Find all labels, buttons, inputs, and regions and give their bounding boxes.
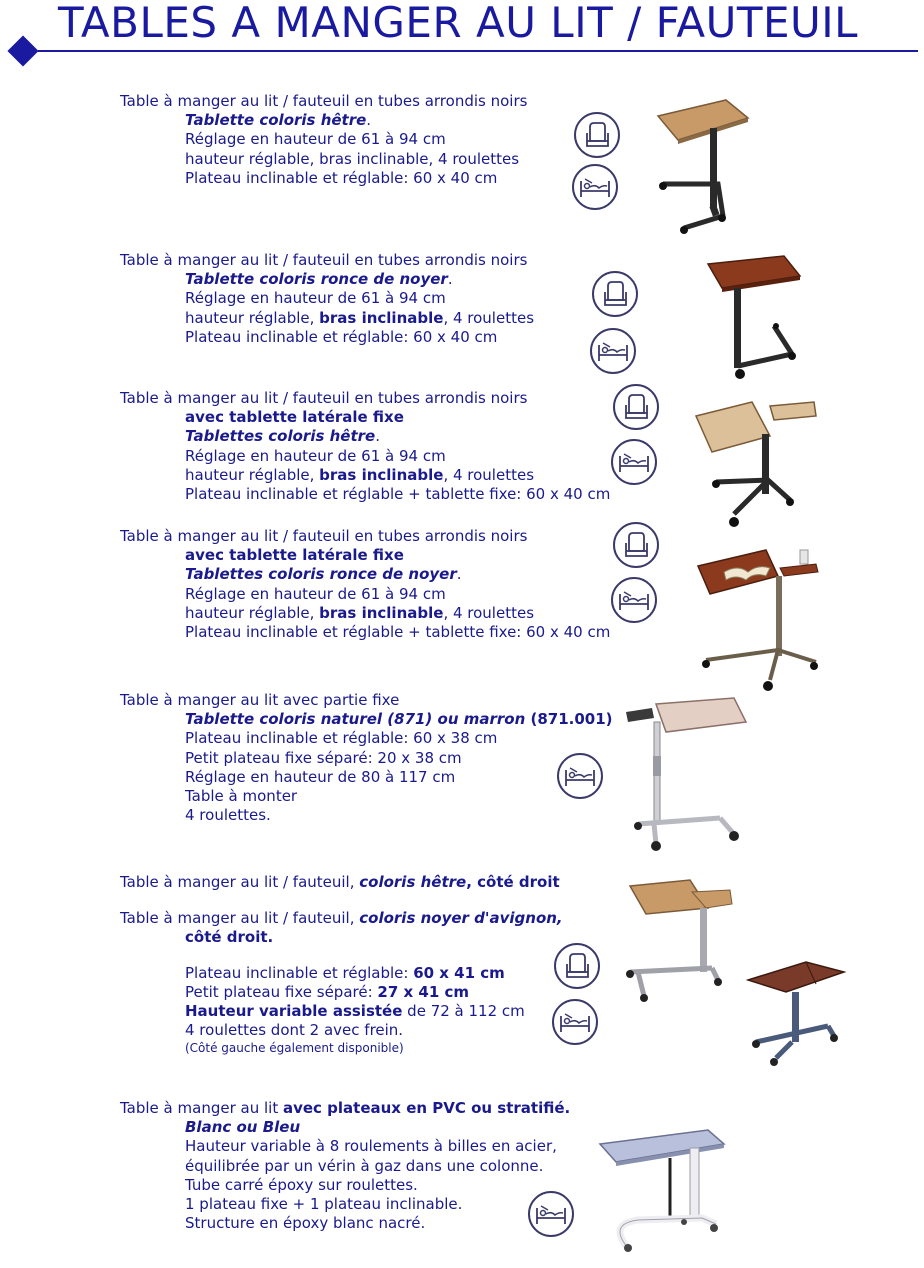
product-wheels: 4 roulettes dont 2 avec frein. [185,1021,404,1040]
product-finish: Tablettes coloris hêtre. [185,427,380,446]
product-5 [120,691,613,825]
product-features: hauteur réglable, bras inclinable, 4 roulettes [185,603,535,622]
product-title-walnut: Table à manger au lit / fauteuil, coloris noyer d'avignon, [120,909,563,928]
product-finish: Tablette coloris hêtre. [185,111,372,130]
armchair-icon [613,384,659,430]
bed-icon [590,328,636,374]
page-header [0,0,924,70]
armchair-icon [613,522,659,568]
product-height: Réglage en hauteur de 61 à 94 cm [185,584,446,603]
product-photo-4 [696,544,820,694]
product-finish: Blanc ou Bleu [185,1118,301,1137]
bed-icon [557,753,603,799]
product-title-beech: Table à manger au lit / fauteuil, coloris hêtre, côté droit [120,873,560,891]
product-tray: Plateau inclinable et réglable: 60 x 41 cm [185,963,505,982]
product-6 [120,873,563,1057]
product-tray: Plateau inclinable et réglable: 60 x 38 cm [185,729,498,748]
product-note: (Côté gauche également disponible) [185,1041,404,1056]
product-small-tray: Petit plateau fixe séparé: 27 x 41 cm [185,982,470,1001]
product-photo-2 [704,254,804,384]
bed-icon [611,439,657,485]
diamond-bullet-icon [7,35,38,66]
product-line-5: Structure en époxy blanc nacré. [185,1214,426,1233]
product-assembly: Table à monter [185,787,298,806]
product-height: Réglage en hauteur de 80 à 117 cm [185,767,456,786]
bed-icon [572,164,618,210]
product-side-tray: avec tablette latérale fixe [185,408,404,427]
product-features: hauteur réglable, bras inclinable, 4 roulettes [185,308,535,327]
product-line-4: 1 plateau fixe + 1 plateau inclinable. [185,1195,463,1214]
product-7 [120,1099,570,1233]
product-3 [120,389,610,504]
product-line-1: Hauteur variable à 8 roulements à billes en acier, [185,1137,557,1156]
product-finish: Tablette coloris naturel (871) ou marron (871.001) [185,710,613,729]
armchair-icon [574,112,620,158]
product-features: hauteur réglable, bras inclinable, 4 roulettes [185,465,535,484]
product-tray: Plateau inclinable et réglable + tablette fixe: 60 x 40 cm [185,623,611,642]
product-1 [120,92,527,188]
product-photo-6a [626,878,736,1002]
armchair-icon [592,271,638,317]
product-photo-1 [648,98,754,238]
product-title: Table à manger au lit / fauteuil en tubes arrondis noirs [120,92,528,110]
product-finish: Tablettes coloris ronce de noyer. [185,565,462,584]
product-height: Réglage en hauteur de 61 à 94 cm [185,289,446,308]
armchair-icon [554,943,600,989]
product-tray: Plateau inclinable et réglable: 60 x 40 cm [185,327,498,346]
product-photo-6b [746,958,846,1072]
product-height: Hauteur variable assistée de 72 à 112 cm [185,1002,525,1021]
bed-icon [528,1191,574,1237]
product-height: Réglage en hauteur de 61 à 94 cm [185,130,446,149]
product-line-2: équilibrée par un vérin à gaz dans une colonne. [185,1156,544,1175]
product-tray: Plateau inclinable et réglable + tablette fixe: 60 x 40 cm [185,485,611,504]
bed-icon [552,999,598,1045]
bed-icon [611,577,657,623]
product-side-tray: avec tablette latérale fixe [185,546,404,565]
page-title: TABLES A MANGER AU LIT / FAUTEUIL [58,0,859,47]
product-photo-3 [694,396,818,532]
product-title: Table à manger au lit avec plateaux en PVC ou stratifié. [120,1099,571,1117]
product-4 [120,527,610,642]
product-2 [120,251,534,347]
product-finish: Tablette coloris ronce de noyer. [185,270,453,289]
product-photo-5 [624,696,754,852]
product-line-3: Tube carré époxy sur roulettes. [185,1175,418,1194]
product-title: Table à manger au lit avec partie fixe [120,691,400,709]
product-tray: Plateau inclinable et réglable: 60 x 40 cm [185,168,498,187]
header-rule [38,50,918,52]
product-height: Réglage en hauteur de 61 à 94 cm [185,446,446,465]
product-title: Table à manger au lit / fauteuil en tubes arrondis noirs [120,389,528,407]
product-side: côté droit. [185,928,274,947]
product-small-tray: Petit plateau fixe séparé: 20 x 38 cm [185,748,462,767]
product-photo-7 [598,1128,728,1254]
product-title: Table à manger au lit / fauteuil en tubes arrondis noirs [120,251,528,269]
product-title: Table à manger au lit / fauteuil en tubes arrondis noirs [120,527,528,545]
product-features: hauteur réglable, bras inclinable, 4 roulettes [185,149,520,168]
product-wheels: 4 roulettes. [185,806,271,825]
